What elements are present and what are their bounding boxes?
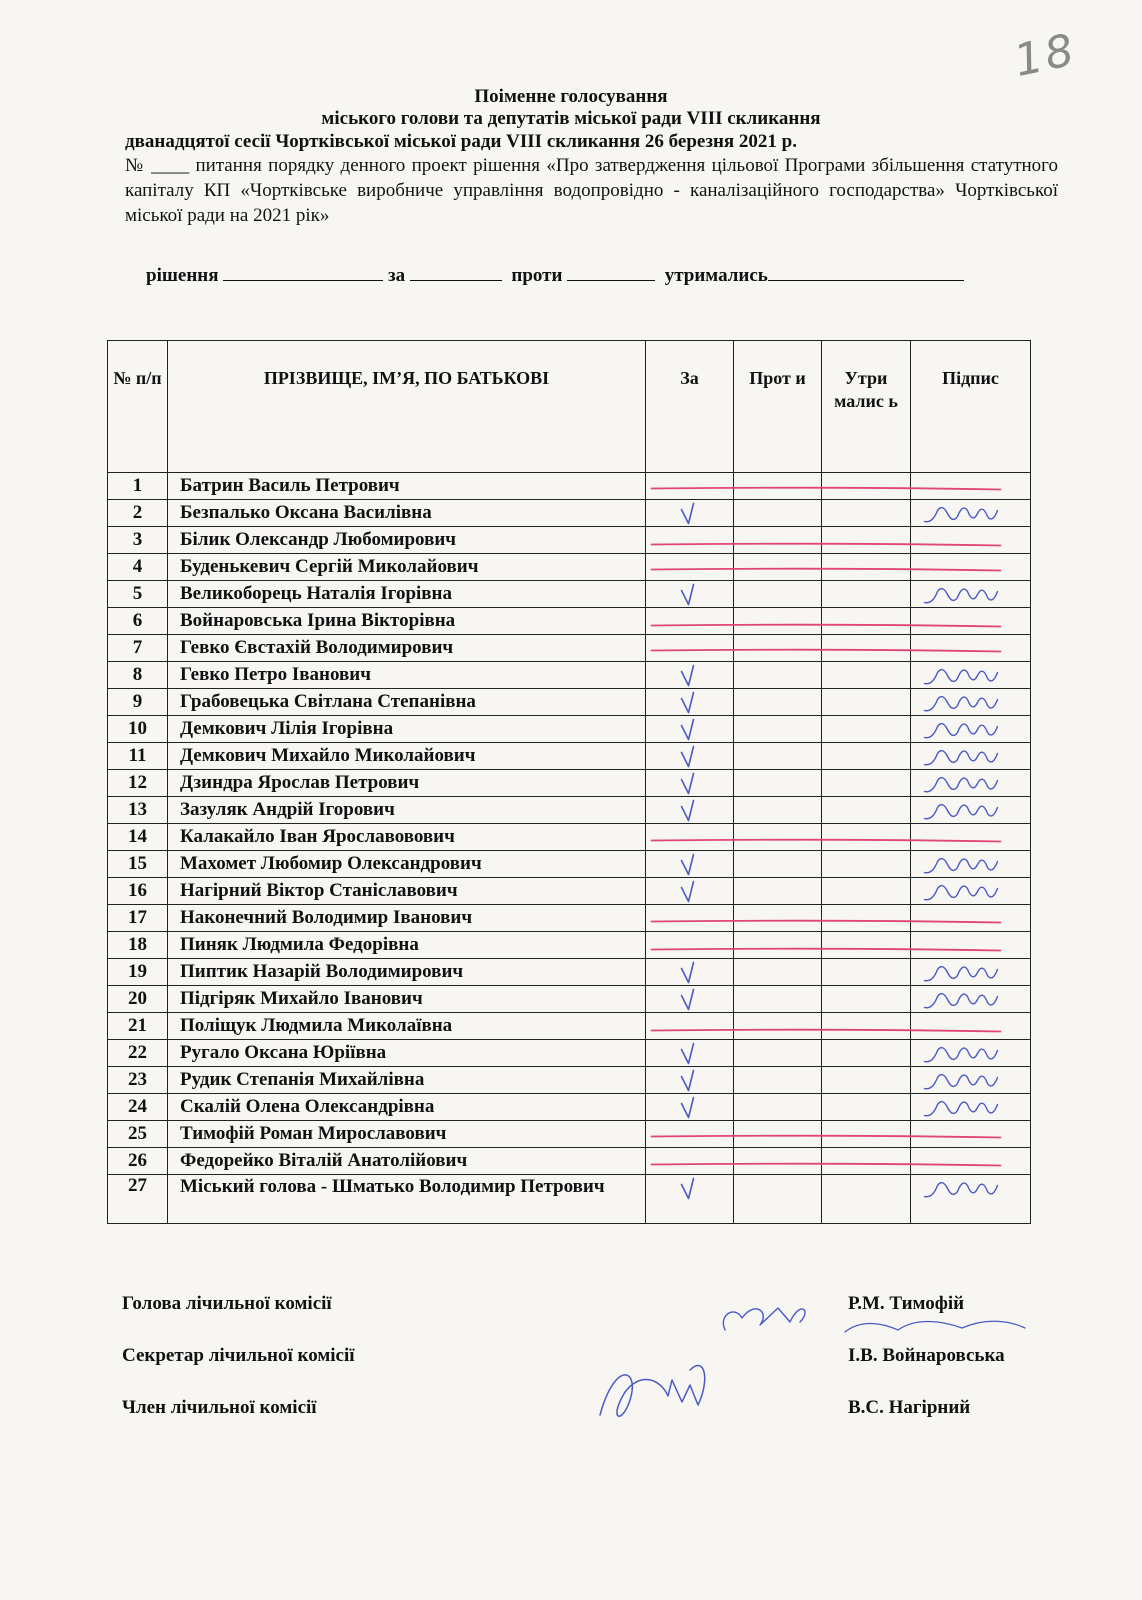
row-signature-cell [911,1067,1031,1094]
row-signature-cell [911,932,1031,959]
table-row [108,635,1031,662]
commission-row [122,1345,1005,1367]
table-row [108,554,1031,581]
row-name: Тимофій Роман Мирославович [168,1121,646,1148]
table-row [108,608,1031,635]
row-against-cell [734,851,822,878]
row-for-cell [646,797,734,824]
row-abstain-cell [822,959,911,986]
row-name: Підгіряк Михайло Іванович [168,986,646,1013]
row-number: 23 [108,1067,168,1094]
table-row [108,1040,1031,1067]
row-signature-cell [911,986,1031,1013]
row-abstain-cell [822,743,911,770]
table-row [108,743,1031,770]
row-number: 15 [108,851,168,878]
row-abstain-cell [822,932,911,959]
row-for-cell [646,986,734,1013]
row-against-cell [734,959,822,986]
row-signature-cell [911,716,1031,743]
row-signature-cell [911,581,1031,608]
table-row [108,851,1031,878]
header-against: Прот и [734,341,822,473]
row-number: 14 [108,824,168,851]
row-abstain-cell [822,824,911,851]
row-name: Пиняк Людмила Федорівна [168,932,646,959]
row-abstain-cell [822,797,911,824]
row-against-cell [734,554,822,581]
row-number: 10 [108,716,168,743]
row-signature-cell [911,770,1031,797]
row-for-cell [646,878,734,905]
row-number: 22 [108,1040,168,1067]
row-number: 21 [108,1013,168,1040]
row-abstain-cell [822,500,911,527]
row-signature-cell [911,662,1031,689]
commission-row [122,1397,971,1419]
question-number: № ____ [125,155,190,176]
table-row [108,1067,1031,1094]
row-against-cell [734,500,822,527]
row-abstain-cell [822,716,911,743]
row-signature-cell [911,608,1031,635]
row-against-cell [734,905,822,932]
commission-signature-icon [845,1321,1025,1332]
row-signature-cell [911,824,1031,851]
row-name: Міський голова - Шматько Володимир Петрович [168,1175,646,1224]
decision-label: рішення [146,265,219,286]
row-against-cell [734,716,822,743]
row-against-cell [734,797,822,824]
row-for-cell [646,1175,734,1224]
session-line: дванадцятої сесії Чортківської міської ради VIII скликання 26 березня 2021 р. [125,131,797,152]
row-abstain-cell [822,851,911,878]
row-signature-cell [911,1013,1031,1040]
row-for-cell [646,932,734,959]
commission-role: Секретар лічильної комісії [122,1345,355,1366]
row-number: 25 [108,1121,168,1148]
row-number: 19 [108,959,168,986]
for-blank [410,262,502,281]
row-signature-cell [911,1121,1031,1148]
row-for-cell [646,635,734,662]
row-for-cell [646,743,734,770]
row-for-cell [646,1013,734,1040]
vote-table [107,340,1031,1224]
row-abstain-cell [822,905,911,932]
row-against-cell [734,662,822,689]
row-against-cell [734,581,822,608]
table-row [108,473,1031,500]
row-number: 5 [108,581,168,608]
row-name: Калакайло Іван Ярославовович [168,824,646,851]
row-name: Пиптик Назарій Володимирович [168,959,646,986]
row-name: Дзиндра Ярослав Петрович [168,770,646,797]
row-abstain-cell [822,1013,911,1040]
row-number: 12 [108,770,168,797]
table-row [108,770,1031,797]
row-name: Білик Олександр Любомирович [168,527,646,554]
row-name: Наконечний Володимир Іванович [168,905,646,932]
row-against-cell [734,743,822,770]
row-against-cell [734,986,822,1013]
row-for-cell [646,689,734,716]
commission-member: В.С. Нагірний [848,1397,971,1418]
row-for-cell [646,500,734,527]
row-against-cell [734,527,822,554]
commission-role: Член лічильної комісії [122,1397,317,1418]
row-signature-cell [911,1040,1031,1067]
row-number: 17 [108,905,168,932]
row-for-cell [646,824,734,851]
table-row [108,581,1031,608]
row-against-cell [734,473,822,500]
row-name: Нагірний Віктор Станіславович [168,878,646,905]
row-for-cell [646,716,734,743]
table-header-row [108,341,1031,473]
table-row [108,797,1031,824]
question-text: питання порядку денного проект рішення «Про затвердження цільової Програми збільшення статутного капіталу КП «Чортківське виробниче управління водопровідно - каналізаційного господарства» Чортківської міської ради на 2021 рік» [125,155,1059,226]
against-label: проти [511,265,563,286]
row-number: 4 [108,554,168,581]
row-abstain-cell [822,608,911,635]
table-row [108,1094,1031,1121]
table-row [108,1148,1031,1175]
row-abstain-cell [822,1175,911,1224]
row-signature-cell [911,1148,1031,1175]
document-subtitle: міського голови та депутатів міської ради VIII скликання [321,108,821,129]
row-against-cell [734,1013,822,1040]
row-against-cell [734,1067,822,1094]
row-abstain-cell [822,986,911,1013]
row-number: 6 [108,608,168,635]
row-name: Демкович Лілія Ігорівна [168,716,646,743]
row-against-cell [734,1121,822,1148]
table-row [108,500,1031,527]
commission-signature-icon [600,1365,705,1416]
table-row [108,878,1031,905]
question-block [125,153,1058,228]
row-number: 9 [108,689,168,716]
row-for-cell [646,554,734,581]
row-name: Войнаровська Ірина Вікторівна [168,608,646,635]
decision-blank [223,262,383,281]
table-row [108,959,1031,986]
row-for-cell [646,473,734,500]
against-blank [567,262,655,281]
row-abstain-cell [822,473,911,500]
row-signature-cell [911,527,1031,554]
row-abstain-cell [822,527,911,554]
row-number: 27 [108,1175,168,1224]
row-name: Зазуляк Андрій Ігорович [168,797,646,824]
row-signature-cell [911,689,1031,716]
header-name: ПРІЗВИЩЕ, ІМ’Я, ПО БАТЬКОВІ [168,341,646,473]
table-row [108,689,1031,716]
row-signature-cell [911,959,1031,986]
row-for-cell [646,1067,734,1094]
row-signature-cell [911,635,1031,662]
row-abstain-cell [822,662,911,689]
row-number: 16 [108,878,168,905]
row-number: 7 [108,635,168,662]
abstained-label: утримались [664,265,768,286]
row-against-cell [734,1094,822,1121]
row-for-cell [646,851,734,878]
table-row [108,1121,1031,1148]
table-row [108,1013,1031,1040]
row-name: Великоборець Наталія Ігорівна [168,581,646,608]
row-against-cell [734,770,822,797]
row-abstain-cell [822,1040,911,1067]
row-name: Скалій Олена Олександрівна [168,1094,646,1121]
row-abstain-cell [822,770,911,797]
row-abstain-cell [822,1121,911,1148]
row-name: Поліщук Людмила Миколаївна [168,1013,646,1040]
table-row [108,986,1031,1013]
row-abstain-cell [822,1094,911,1121]
row-name: Батрин Василь Петрович [168,473,646,500]
row-for-cell [646,608,734,635]
row-name: Ругало Оксана Юріївна [168,1040,646,1067]
row-name: Махомет Любомир Олександрович [168,851,646,878]
row-abstain-cell [822,1067,911,1094]
row-signature-cell [911,554,1031,581]
page-number: 18 [1009,24,1082,87]
row-name: Буденькевич Сергій Миколайович [168,554,646,581]
row-signature-cell [911,797,1031,824]
row-against-cell [734,608,822,635]
row-name: Рудик Степанія Михайлівна [168,1067,646,1094]
table-row [108,716,1031,743]
row-number: 11 [108,743,168,770]
row-against-cell [734,1175,822,1224]
commission-member: Р.М. Тимофій [848,1293,965,1314]
abstained-blank [768,262,964,281]
row-number: 18 [108,932,168,959]
row-for-cell [646,770,734,797]
row-abstain-cell [822,581,911,608]
row-for-cell [646,662,734,689]
for-label: за [388,265,406,286]
commission-role: Голова лічильної комісії [122,1293,332,1314]
row-for-cell [646,1121,734,1148]
row-against-cell [734,635,822,662]
decision-line [146,262,1046,287]
header-for: За [646,341,734,473]
row-number: 24 [108,1094,168,1121]
row-abstain-cell [822,635,911,662]
row-number: 3 [108,527,168,554]
row-for-cell [646,527,734,554]
row-signature-cell [911,851,1031,878]
row-signature-cell [911,905,1031,932]
row-name: Демкович Михайло Миколайович [168,743,646,770]
table-row [108,1175,1031,1224]
header-signature: Підпис [911,341,1031,473]
row-against-cell [734,1148,822,1175]
header-abstain: Утри малис ь [822,341,911,473]
row-against-cell [734,689,822,716]
row-number: 13 [108,797,168,824]
table-row [108,932,1031,959]
row-abstain-cell [822,1148,911,1175]
row-signature-cell [911,1094,1031,1121]
row-name: Гевко Євстахій Володимирович [168,635,646,662]
commission-member: І.В. Войнаровська [848,1345,1005,1366]
row-signature-cell [911,1175,1031,1224]
header-num: № п/п [108,341,168,473]
table-row [108,662,1031,689]
row-abstain-cell [822,554,911,581]
row-signature-cell [911,500,1031,527]
table-row [108,824,1031,851]
row-number: 2 [108,500,168,527]
row-for-cell [646,1040,734,1067]
document-title: Поіменне голосування [474,86,668,107]
row-name: Грабовецька Світлана Степанівна [168,689,646,716]
row-abstain-cell [822,878,911,905]
row-for-cell [646,1094,734,1121]
table-row [108,527,1031,554]
row-number: 1 [108,473,168,500]
row-number: 20 [108,986,168,1013]
row-signature-cell [911,743,1031,770]
table-row [108,905,1031,932]
row-against-cell [734,1040,822,1067]
commission-row [122,1293,965,1315]
row-number: 26 [108,1148,168,1175]
row-for-cell [646,581,734,608]
row-name: Безпалько Оксана Василівна [168,500,646,527]
row-against-cell [734,878,822,905]
row-name: Федорейко Віталій Анатолійович [168,1148,646,1175]
row-abstain-cell [822,689,911,716]
row-name: Гевко Петро Іванович [168,662,646,689]
row-signature-cell [911,878,1031,905]
row-for-cell [646,1148,734,1175]
row-signature-cell [911,473,1031,500]
row-against-cell [734,932,822,959]
row-for-cell [646,905,734,932]
commission-signature-icon [723,1308,805,1330]
row-number: 8 [108,662,168,689]
row-against-cell [734,824,822,851]
row-for-cell [646,959,734,986]
